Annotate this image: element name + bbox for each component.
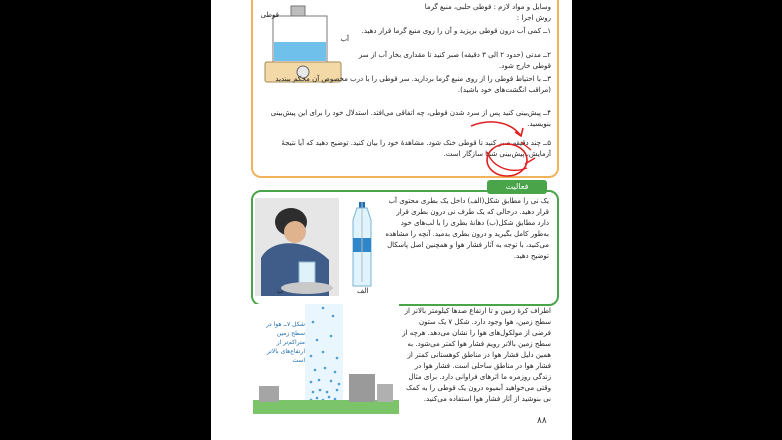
red-annotation-marks xyxy=(461,112,541,184)
step-5: ۵ــ چند دقیقه صبر کنید تا قوطی خنک شود. مشاهدهٔ خود را بیان کنید. توضیح دهید که آیا نتیجهٔ آزمایش، پیش‌بینی شما سازگار است. xyxy=(281,139,551,158)
activity-tag: فعالیت xyxy=(487,180,547,194)
label-alef: الف xyxy=(357,287,369,295)
label-be: ب xyxy=(277,287,284,295)
activity-text: یک نی را مطابق شکل(الف) داخل یک بطری محتوی آب قرار دهید. درحالی که یک طرف نی درون بطری قرار دارد مطابق شکل(ب) دهانهٔ بطری را با لب‌های خود به‌طور کامل بگیرید و درون بطری بدمید. آنچه را مشاهده می‌کنید، با توجه به آثار فشار هوا و همچنین اصل پاسکال توضیح دهید. xyxy=(385,197,549,260)
page-number: ۸۸ xyxy=(537,416,547,426)
person-blowing-figure xyxy=(255,198,339,296)
step-4: ۴ــ پیش‌بینی کنید پس از سرد شدن قوطی، چه اتفاقی می‌افتد. استدلال خود را برای این پیش‌بینی بنویسید. xyxy=(270,109,551,128)
step-3: ۳ــ با احتیاط قوطی را از روی منبع گرما بردارید. سر قوطی را با درب مخصوص آن محکم ببندید (مراقب انگشت‌های خود باشید). xyxy=(275,75,551,94)
textbook-page xyxy=(211,0,572,440)
method-title: روش اجرا : xyxy=(516,14,551,22)
step-1: ۱ــ کمی آب درون قوطی بریزید و آن را روی منبع گرما قرار دهید. xyxy=(361,27,551,35)
air-pressure-text: اطراف کرهٔ زمین و تا ارتفاع صدها کیلومتر بالاتر از سطح زمین، هوا وجود دارد. شکل ۷ یک ستون فرضی از مولکول‌های هوا را نشان می‌دهد. هرچه از سطح زمین بالاتر رویم فشار هوا کمتر می‌شود. به همین دلیل فشار هوا در مناطق کوهستانی کمتر از فشار هوا در مناطق ساحلی است. فشار هوا در زندگی روزمره ما اثرهای فراوانی دارد. برای مثال وقتی می‌خواهید آبمیوه درون یک قوطی را به کمک نی بنوشید از آثار فشار هوا استفاده می‌کنید. xyxy=(402,307,551,403)
water-bottle-figure xyxy=(349,202,375,288)
fig1-label-water: آب xyxy=(340,35,349,43)
step-2: ۲ــ مدتی (حدود ۲ الی ۳ دقیقه) صبر کنید تا مقداری بخار آب از سر قوطی خارج شود. xyxy=(358,51,551,70)
materials-line: وسایل و مواد لازم : قوطی حلبی، منبع گرما xyxy=(424,3,551,11)
air-column-caption: شکل ۷ــ هوا در سطح زمین متراکم‌تر از ارتفاع‌های بالاتر است xyxy=(266,321,305,364)
fig1-label-can: قوطی xyxy=(260,11,279,19)
